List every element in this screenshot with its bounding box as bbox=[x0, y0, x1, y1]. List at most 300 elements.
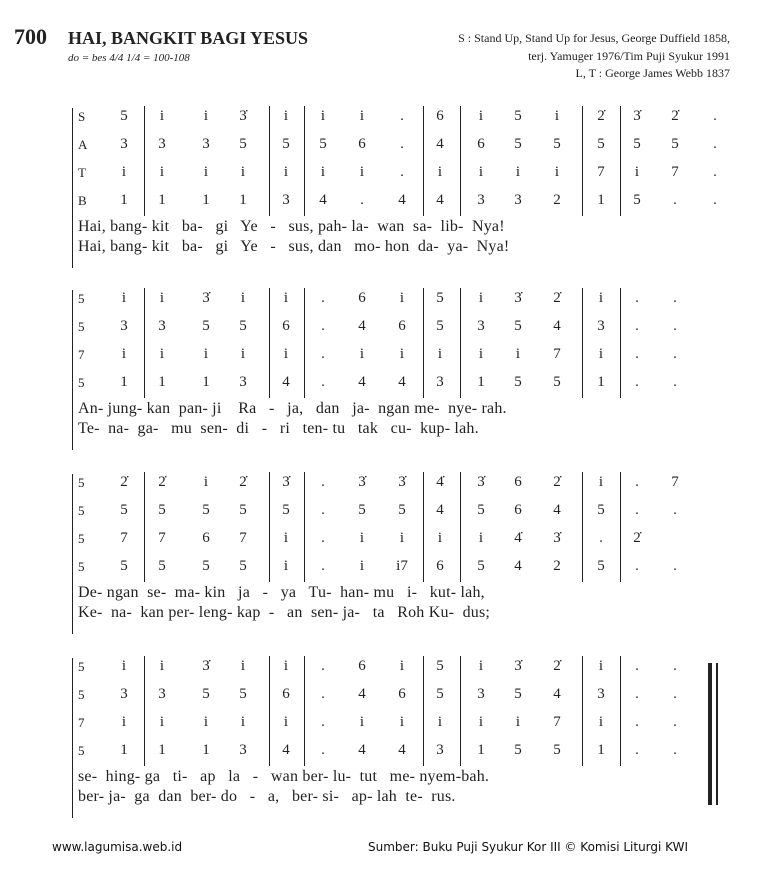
note: 3 bbox=[282, 192, 290, 208]
note: 7 bbox=[158, 530, 166, 546]
voice-row bbox=[0, 528, 764, 552]
note: i bbox=[283, 658, 289, 674]
note: 7 bbox=[120, 530, 128, 546]
voice-row bbox=[0, 106, 764, 130]
note: i bbox=[283, 558, 289, 574]
note: 3 bbox=[514, 192, 522, 208]
note: 4 bbox=[514, 558, 522, 574]
note: i bbox=[554, 164, 560, 180]
note: 1 bbox=[239, 192, 247, 208]
note: 5 bbox=[239, 502, 247, 518]
note: i bbox=[320, 108, 326, 124]
note: 4 bbox=[553, 502, 561, 518]
note: i bbox=[554, 108, 560, 124]
note: i bbox=[283, 290, 289, 306]
note: 1 bbox=[202, 742, 210, 758]
note: i bbox=[598, 658, 604, 674]
note: 4 bbox=[358, 742, 366, 758]
note: . bbox=[673, 558, 677, 574]
system-bracket bbox=[72, 290, 73, 450]
note: . bbox=[635, 742, 639, 758]
note: . bbox=[599, 530, 603, 546]
note: 4 bbox=[319, 192, 327, 208]
voice-row bbox=[0, 190, 764, 214]
bar-line bbox=[269, 106, 270, 216]
note: 1 bbox=[597, 192, 605, 208]
note: 2 bbox=[553, 558, 561, 574]
note: 2̇ bbox=[158, 474, 166, 490]
note: 4 bbox=[282, 742, 290, 758]
note: 3 bbox=[120, 136, 128, 152]
note: i bbox=[478, 290, 484, 306]
note: i bbox=[121, 164, 127, 180]
note: 6 bbox=[398, 318, 406, 334]
note: 3 bbox=[477, 192, 485, 208]
voice-label: 7 bbox=[78, 347, 85, 362]
voice-label: 5 bbox=[78, 659, 85, 674]
note: i bbox=[515, 346, 521, 362]
note: 5 bbox=[120, 558, 128, 574]
note: 3̇ bbox=[202, 290, 210, 306]
note: 3 bbox=[436, 742, 444, 758]
note: 3 bbox=[120, 318, 128, 334]
note: . bbox=[635, 558, 639, 574]
note: 5 bbox=[239, 686, 247, 702]
note: 2̇ bbox=[553, 474, 561, 490]
note: . bbox=[321, 686, 325, 702]
note: i bbox=[203, 346, 209, 362]
note: 5 bbox=[282, 136, 290, 152]
note: 4̇ bbox=[436, 474, 444, 490]
note: 5 bbox=[597, 558, 605, 574]
note: 5 bbox=[202, 318, 210, 334]
note: 3̇ bbox=[358, 474, 366, 490]
note: i bbox=[240, 658, 246, 674]
bar-line bbox=[460, 472, 461, 582]
website-label: www.lagumisa.web.id bbox=[52, 840, 183, 854]
note: 6 bbox=[358, 136, 366, 152]
note: . bbox=[713, 136, 717, 152]
note: 5 bbox=[239, 558, 247, 574]
note: 3 bbox=[158, 136, 166, 152]
final-double-bar-thin bbox=[716, 663, 718, 805]
note: i bbox=[121, 346, 127, 362]
note: . bbox=[635, 686, 639, 702]
voice-row bbox=[0, 684, 764, 708]
voice-row bbox=[0, 162, 764, 186]
note: 5 bbox=[436, 658, 444, 674]
note: i bbox=[437, 530, 443, 546]
note: 4 bbox=[436, 136, 444, 152]
voice-label: B bbox=[78, 193, 87, 208]
voice-row bbox=[0, 134, 764, 158]
note: 7 bbox=[553, 714, 561, 730]
note: 6 bbox=[282, 318, 290, 334]
note: i bbox=[159, 108, 165, 124]
voice-label: 5 bbox=[78, 687, 85, 702]
note: i bbox=[240, 714, 246, 730]
note: 2̇ bbox=[597, 108, 605, 124]
note: 1 bbox=[202, 192, 210, 208]
hymn-title: HAI, BANGKIT BAGI YESUS bbox=[68, 28, 309, 48]
note: . bbox=[635, 290, 639, 306]
hymn-number: 700 bbox=[14, 24, 47, 49]
bar-line bbox=[620, 472, 621, 582]
bar-line bbox=[269, 288, 270, 398]
note: 5 bbox=[514, 108, 522, 124]
note: 5 bbox=[120, 108, 128, 124]
note: 5 bbox=[633, 192, 641, 208]
note: i bbox=[478, 108, 484, 124]
note: 4 bbox=[398, 374, 406, 390]
note: 3 bbox=[239, 374, 247, 390]
note: 1 bbox=[597, 742, 605, 758]
voice-row bbox=[0, 656, 764, 680]
note: 3 bbox=[477, 686, 485, 702]
note: 4̇ bbox=[514, 530, 522, 546]
note: . bbox=[673, 374, 677, 390]
note: 4 bbox=[398, 742, 406, 758]
note: 6 bbox=[358, 290, 366, 306]
note: i bbox=[437, 346, 443, 362]
note: . bbox=[360, 192, 364, 208]
note: . bbox=[673, 346, 677, 362]
note: . bbox=[635, 502, 639, 518]
bar-line bbox=[144, 106, 145, 216]
voice-row bbox=[0, 372, 764, 396]
bar-line bbox=[144, 472, 145, 582]
tune-credit: L, T : George James Webb 1837 bbox=[575, 66, 730, 80]
note: 5 bbox=[202, 558, 210, 574]
note: 4 bbox=[358, 374, 366, 390]
note: 1 bbox=[120, 374, 128, 390]
note: 5 bbox=[239, 136, 247, 152]
note: i bbox=[320, 164, 326, 180]
bar-line bbox=[582, 106, 583, 216]
note: 5 bbox=[514, 374, 522, 390]
note: 1 bbox=[477, 374, 485, 390]
bar-line bbox=[620, 288, 621, 398]
note: . bbox=[321, 742, 325, 758]
note: 3̇ bbox=[202, 658, 210, 674]
note: i bbox=[283, 108, 289, 124]
note: i bbox=[359, 346, 365, 362]
note: 6 bbox=[514, 474, 522, 490]
note: 4 bbox=[436, 192, 444, 208]
note: i bbox=[515, 714, 521, 730]
note: . bbox=[673, 658, 677, 674]
bar-line bbox=[144, 288, 145, 398]
note: i bbox=[598, 474, 604, 490]
note: . bbox=[321, 558, 325, 574]
note: 3̇ bbox=[514, 658, 522, 674]
note: . bbox=[635, 374, 639, 390]
bar-line bbox=[269, 656, 270, 766]
final-double-bar bbox=[708, 663, 712, 805]
note: 5 bbox=[553, 136, 561, 152]
system-bracket bbox=[72, 658, 73, 818]
bar-line bbox=[304, 106, 305, 216]
lyric-line: ber- ja- ga dan ber- do - a, ber- si- ap- lah te- rus. bbox=[78, 788, 456, 805]
note: 5 bbox=[514, 136, 522, 152]
note: 5 bbox=[671, 136, 679, 152]
note: i bbox=[159, 346, 165, 362]
voice-label: 5 bbox=[78, 375, 85, 390]
note: . bbox=[635, 346, 639, 362]
note: 3 bbox=[158, 318, 166, 334]
note: 2 bbox=[553, 192, 561, 208]
note: 6 bbox=[202, 530, 210, 546]
note: 2̇ bbox=[553, 658, 561, 674]
note: i bbox=[437, 714, 443, 730]
note: 5 bbox=[514, 318, 522, 334]
note: i bbox=[399, 714, 405, 730]
note: i bbox=[159, 164, 165, 180]
note: 6 bbox=[358, 658, 366, 674]
note: i bbox=[399, 530, 405, 546]
note: . bbox=[400, 164, 404, 180]
note: 3 bbox=[436, 374, 444, 390]
note: 6 bbox=[282, 686, 290, 702]
note: 5 bbox=[358, 502, 366, 518]
note: i bbox=[515, 164, 521, 180]
voice-label: S bbox=[78, 109, 86, 124]
note: . bbox=[321, 374, 325, 390]
note: i bbox=[203, 108, 209, 124]
note: 3̇ bbox=[282, 474, 290, 490]
note: 5 bbox=[158, 502, 166, 518]
note: i bbox=[159, 658, 165, 674]
lyric-line: se- hing- ga ti- ap la - wan ber- lu- tut me- nyem-bah. bbox=[78, 768, 490, 785]
note: i bbox=[359, 530, 365, 546]
bar-line bbox=[582, 472, 583, 582]
note: 5 bbox=[202, 686, 210, 702]
note: i bbox=[121, 658, 127, 674]
note: i bbox=[159, 714, 165, 730]
note: 5 bbox=[120, 502, 128, 518]
voice-label: 5 bbox=[78, 319, 85, 334]
note: . bbox=[635, 714, 639, 730]
note: 1 bbox=[202, 374, 210, 390]
system-bracket bbox=[72, 108, 73, 268]
note: 6 bbox=[436, 558, 444, 574]
note: 5 bbox=[514, 686, 522, 702]
bar-line bbox=[423, 288, 424, 398]
note: . bbox=[673, 318, 677, 334]
note: 5 bbox=[436, 290, 444, 306]
voice-row bbox=[0, 500, 764, 524]
note: 3̇ bbox=[553, 530, 561, 546]
note: 6 bbox=[398, 686, 406, 702]
note: i bbox=[598, 346, 604, 362]
lyric-line: An- jung- kan pan- ji Ra - ja, dan ja- ngan me- nye- rah. bbox=[78, 400, 507, 417]
bar-line bbox=[144, 656, 145, 766]
note: 2̇ bbox=[553, 290, 561, 306]
note: 3 bbox=[158, 686, 166, 702]
note: i bbox=[478, 714, 484, 730]
note: 7 bbox=[239, 530, 247, 546]
note: i bbox=[359, 164, 365, 180]
bar-line bbox=[460, 656, 461, 766]
note: i bbox=[478, 164, 484, 180]
note: 4 bbox=[358, 686, 366, 702]
lyric-line: Te- na- ga- mu sen- di - ri ten- tu tak cu- kup- lah. bbox=[78, 420, 479, 437]
note: 4 bbox=[553, 318, 561, 334]
bar-line bbox=[620, 656, 621, 766]
note: 3̇ bbox=[477, 474, 485, 490]
translation-credit: terj. Yamuger 1976/Tim Puji Syukur 1991 bbox=[528, 49, 730, 63]
note: 3 bbox=[202, 136, 210, 152]
bar-line bbox=[423, 656, 424, 766]
voice-row bbox=[0, 556, 764, 580]
note: 2̇ bbox=[671, 108, 679, 124]
voice-label: 5 bbox=[78, 475, 85, 490]
system-bracket bbox=[72, 474, 73, 634]
note: i bbox=[478, 658, 484, 674]
note: 3 bbox=[597, 686, 605, 702]
lyric-line: De- ngan se- ma- kin ja - ya Tu- han- mu i- kut- lah, bbox=[78, 584, 485, 601]
note: 5 bbox=[158, 558, 166, 574]
note: i bbox=[121, 290, 127, 306]
note: i bbox=[399, 346, 405, 362]
note: . bbox=[713, 164, 717, 180]
note: . bbox=[321, 474, 325, 490]
note: i bbox=[478, 530, 484, 546]
note: i bbox=[283, 714, 289, 730]
note: . bbox=[673, 714, 677, 730]
note: i bbox=[399, 658, 405, 674]
voice-row bbox=[0, 472, 764, 496]
note: 3 bbox=[120, 686, 128, 702]
note: i bbox=[437, 164, 443, 180]
note: . bbox=[673, 686, 677, 702]
note: . bbox=[400, 108, 404, 124]
note: i bbox=[240, 290, 246, 306]
note: . bbox=[400, 136, 404, 152]
voice-label: T bbox=[78, 165, 86, 180]
note: 3 bbox=[477, 318, 485, 334]
note: 5 bbox=[436, 686, 444, 702]
voice-label: 5 bbox=[78, 743, 85, 758]
note: 2̇ bbox=[120, 474, 128, 490]
note: 5 bbox=[553, 374, 561, 390]
note: 5 bbox=[239, 318, 247, 334]
note: 5 bbox=[436, 318, 444, 334]
note: . bbox=[321, 502, 325, 518]
note: . bbox=[635, 658, 639, 674]
note: . bbox=[321, 290, 325, 306]
note: 1 bbox=[158, 192, 166, 208]
note: 3 bbox=[597, 318, 605, 334]
note: . bbox=[713, 108, 717, 124]
note: i bbox=[240, 164, 246, 180]
note: . bbox=[713, 192, 717, 208]
note: . bbox=[673, 290, 677, 306]
voice-row bbox=[0, 344, 764, 368]
voice-row bbox=[0, 740, 764, 764]
voice-row bbox=[0, 712, 764, 736]
note: i bbox=[283, 164, 289, 180]
note: 3̇ bbox=[398, 474, 406, 490]
voice-label: 5 bbox=[78, 531, 85, 546]
bar-line bbox=[582, 656, 583, 766]
note: . bbox=[673, 502, 677, 518]
note: i bbox=[203, 164, 209, 180]
note: 6 bbox=[514, 502, 522, 518]
lyric-line: Ke- na- kan per- leng- kap - an sen- ja- ta Roh Ku- dus; bbox=[78, 604, 491, 621]
note: 7 bbox=[671, 164, 679, 180]
note: 3̇ bbox=[239, 108, 247, 124]
note: . bbox=[321, 658, 325, 674]
note: i bbox=[359, 558, 365, 574]
note: i bbox=[634, 164, 640, 180]
note: i bbox=[240, 346, 246, 362]
note: i bbox=[598, 290, 604, 306]
note: 1 bbox=[597, 374, 605, 390]
note: 5 bbox=[477, 502, 485, 518]
note: 1 bbox=[158, 742, 166, 758]
note: . bbox=[635, 474, 639, 490]
note: . bbox=[321, 530, 325, 546]
note: 1 bbox=[120, 742, 128, 758]
note: i bbox=[283, 346, 289, 362]
note: i bbox=[203, 474, 209, 490]
voice-label: 5 bbox=[78, 559, 85, 574]
bar-line bbox=[460, 106, 461, 216]
note: 4 bbox=[553, 686, 561, 702]
note: 4 bbox=[398, 192, 406, 208]
note: 5 bbox=[477, 558, 485, 574]
note: 6 bbox=[477, 136, 485, 152]
key-tempo-info: do = bes 4/4 1/4 = 100-108 bbox=[68, 52, 190, 64]
credit-text: S : Stand Up, Stand Up for Jesus, George Duffield 1858, bbox=[458, 31, 730, 45]
note: 1 bbox=[120, 192, 128, 208]
note: i bbox=[283, 530, 289, 546]
voice-row bbox=[0, 316, 764, 340]
note: i bbox=[159, 290, 165, 306]
note: 7 bbox=[553, 346, 561, 362]
note: i bbox=[399, 290, 405, 306]
note: 5 bbox=[319, 136, 327, 152]
note: i bbox=[359, 108, 365, 124]
note: i bbox=[478, 346, 484, 362]
note: . bbox=[321, 346, 325, 362]
lyric-line: Hai, bang- kit ba- gi Ye - sus, pah- la- wan sa- lib- Nya! bbox=[78, 218, 505, 235]
note: 6 bbox=[436, 108, 444, 124]
note: 3̇ bbox=[514, 290, 522, 306]
note: 5 bbox=[633, 136, 641, 152]
note: . bbox=[673, 742, 677, 758]
note: . bbox=[673, 192, 677, 208]
note: 5 bbox=[282, 502, 290, 518]
note: 3 bbox=[239, 742, 247, 758]
note: 3̇ bbox=[633, 108, 641, 124]
bar-line bbox=[304, 472, 305, 582]
voice-label: 7 bbox=[78, 715, 85, 730]
note: 4 bbox=[436, 502, 444, 518]
bar-line bbox=[620, 106, 621, 216]
note: 1 bbox=[158, 374, 166, 390]
note: 2̇ bbox=[633, 530, 641, 546]
note: 5 bbox=[514, 742, 522, 758]
voice-label: 5 bbox=[78, 291, 85, 306]
note: i bbox=[359, 714, 365, 730]
bar-line bbox=[304, 288, 305, 398]
bar-line bbox=[304, 656, 305, 766]
note: 5 bbox=[553, 742, 561, 758]
note: 5 bbox=[398, 502, 406, 518]
note: 7 bbox=[671, 474, 679, 490]
